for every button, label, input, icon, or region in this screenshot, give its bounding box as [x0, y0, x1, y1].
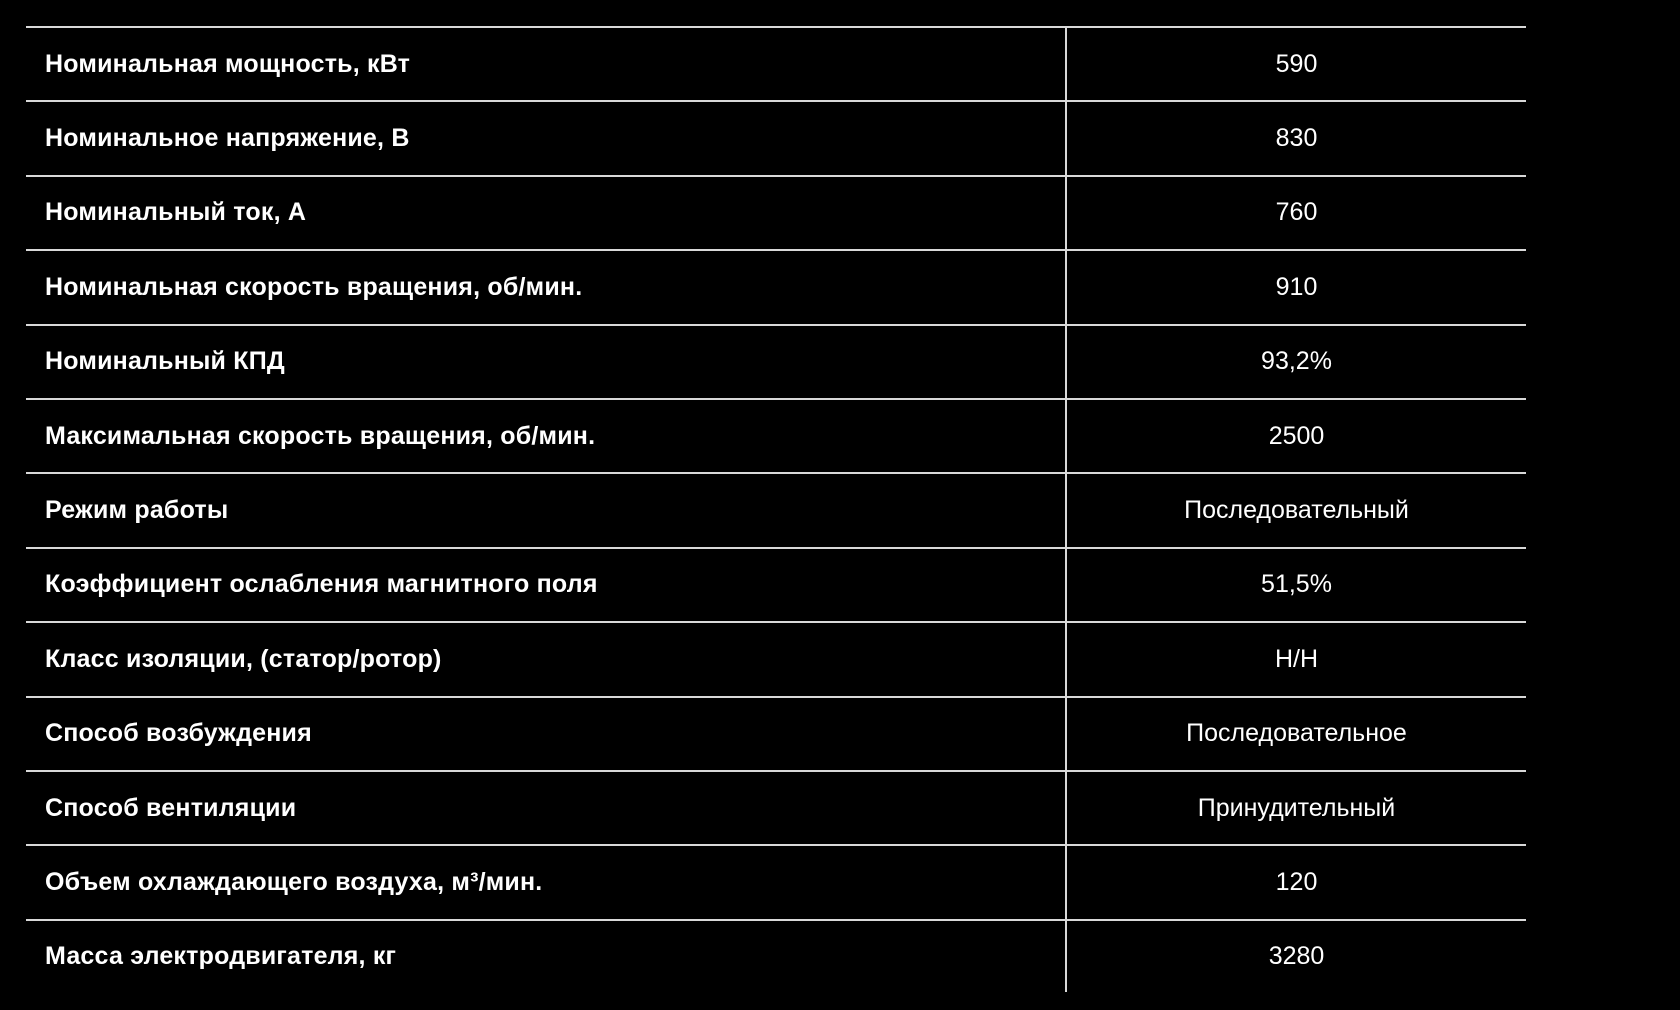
- spec-row-cooling-air: [26, 845, 1526, 919]
- spec-value: 51,5%: [1261, 570, 1332, 599]
- spec-parameter: Номинальный ток, А: [26, 176, 1066, 250]
- spec-row-rated-voltage: [26, 101, 1526, 175]
- spec-row-max-speed: [26, 399, 1526, 473]
- spec-parameter: Номинальная скорость вращения, об/мин.: [26, 250, 1066, 324]
- spec-parameter: Объем охлаждающего воздуха, м³/мин.: [26, 845, 1066, 919]
- spec-value: 760: [1275, 198, 1318, 227]
- spec-row-rated-efficiency: [26, 325, 1526, 399]
- spec-value: H/H: [1274, 644, 1319, 673]
- spec-row-rated-power: [26, 27, 1526, 101]
- spec-parameter: Режим работы: [26, 473, 1066, 547]
- spec-row-ventilation: [26, 771, 1526, 845]
- spec-parameter: Номинальная мощность, кВт: [26, 27, 1066, 101]
- spec-parameter: Номинальный КПД: [26, 325, 1066, 399]
- spec-value: 3280: [1268, 941, 1325, 970]
- spec-parameter: Способ возбуждения: [26, 697, 1066, 771]
- spec-value: 120: [1275, 867, 1318, 896]
- specifications-table-body: [26, 27, 1526, 992]
- spec-row-field-weakening: [26, 548, 1526, 622]
- spec-row-rated-current: [26, 176, 1526, 250]
- spec-parameter: Номинальное напряжение, В: [26, 101, 1066, 175]
- spec-row-insulation-class: [26, 622, 1526, 696]
- spec-value: Последовательное: [1186, 719, 1407, 748]
- spec-row-motor-mass: [26, 920, 1526, 992]
- spec-value: 2500: [1268, 421, 1325, 450]
- spec-value: 93,2%: [1261, 347, 1332, 376]
- spec-value: 590: [1275, 49, 1318, 78]
- spec-value: 830: [1275, 124, 1318, 153]
- spec-value: Последовательный: [1184, 496, 1409, 525]
- spec-row-excitation: [26, 697, 1526, 771]
- spec-parameter: Масса электродвигателя, кг: [26, 920, 1066, 992]
- spec-parameter: Класс изоляции, (статор/ротор): [26, 622, 1066, 696]
- spec-parameter: Коэффициент ослабления магнитного поля: [26, 548, 1066, 622]
- spec-row-operating-mode: [26, 473, 1526, 547]
- spec-value: Принудительный: [1197, 793, 1396, 822]
- spec-parameter: Максимальная скорость вращения, об/мин.: [26, 399, 1066, 473]
- spec-value: 910: [1275, 272, 1318, 301]
- specifications-table: [26, 26, 1526, 992]
- spec-parameter: Способ вентиляции: [26, 771, 1066, 845]
- spec-row-rated-speed: [26, 250, 1526, 324]
